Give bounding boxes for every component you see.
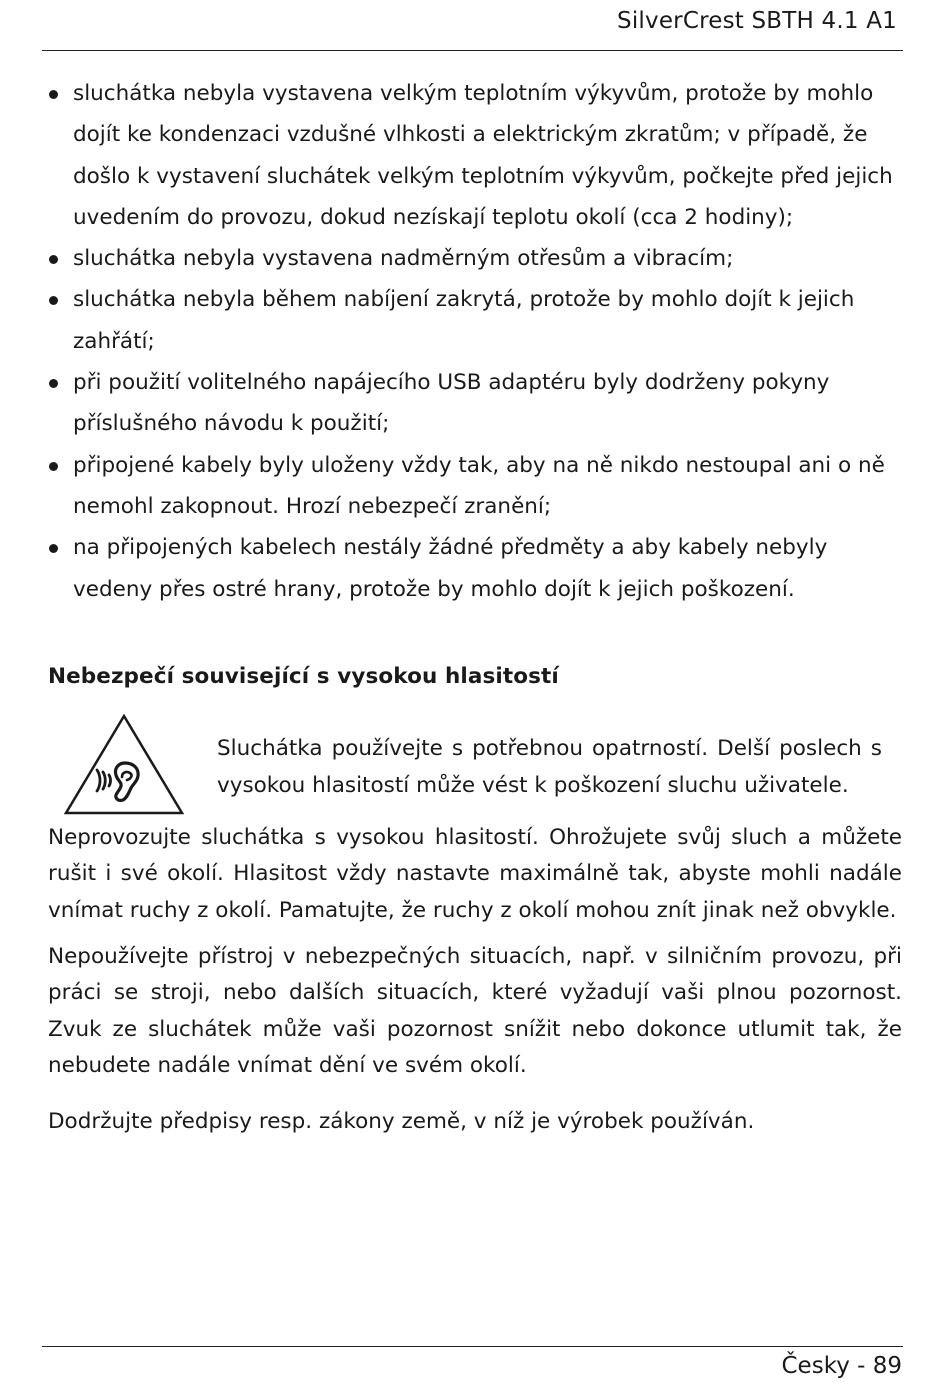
warning-text: Sluchátka používejte s potřebnou opatrností. Delší poslech s vysokou hlasitostí může vést k poškození sluchu uživatele.: [217, 736, 882, 798]
list-item: sluchátka nebyla vystavena velkým teplotním výkyvům, protože by mohlo dojít ke kondenzaci vzdušné vlhkosti a elektrickým zkratům; v případě, že došlo k vystavení sluchátek velkým teplotním výkyvům, počkejte před jejich uvedením do provozu, dokud nezískají teplotu okolí (cca 2 hodiny);: [48, 73, 908, 238]
list-item: na připojených kabelech nestály žádné předměty a aby kabely nebyly vedeny přes ostré hrany, protože by mohlo dojít k jejich poškození.: [48, 527, 908, 610]
paragraph: Nepoužívejte přístroj v nebezpečných situacích, např. v silničním provozu, při práci se stroji, nebo dalších situacích, které vyžadují vaši plnou pozornost. Zvuk ze sluchátek může vaši pozornost snížit nebo dokonce utlumit tak, že nebudete nadále vnímat dění ve svém okolí.: [48, 944, 902, 1078]
paragraph: Neprovozujte sluchátka s vysokou hlasitostí. Ohrožujete svůj sluch a můžete rušit i své okolí. Hlasitost vždy nastavte maximálně tak, abyste mohli nadále vnímat ruchy z okolí. Pamatujte, že ruchy z okolí mohou znít jinak než obvykle.: [48, 825, 902, 923]
list-item: připojené kabely byly uloženy vždy tak, aby na ně nikdo nestoupal ani o ně nemohl zakopnout. Hrozí nebezpečí zranění;: [48, 445, 908, 528]
list-item: sluchátka nebyla během nabíjení zakrytá, protože by mohlo dojít k jejich zahřátí;: [48, 279, 908, 362]
list-item: při použití volitelného napájecího USB adaptéru byly dodrženy pokyny příslušného návodu k použití;: [48, 362, 908, 445]
list-item: sluchátka nebyla vystavena nadměrným otřesům a vibracím;: [48, 238, 908, 279]
safety-conditions-list: [48, 73, 908, 610]
page-footer: [42, 1346, 903, 1392]
page-header: [42, 0, 903, 51]
document-title: SilverCrest SBTH 4.1 A1: [617, 8, 897, 34]
section-heading: Nebezpečí související s vysokou hlasitostí: [48, 664, 559, 689]
page-number: Česky - 89: [781, 1353, 902, 1379]
hearing-damage-warning-icon: [63, 713, 185, 817]
paragraph: Dodržujte předpisy resp. zákony země, v níž je výrobek používán.: [48, 1109, 755, 1134]
